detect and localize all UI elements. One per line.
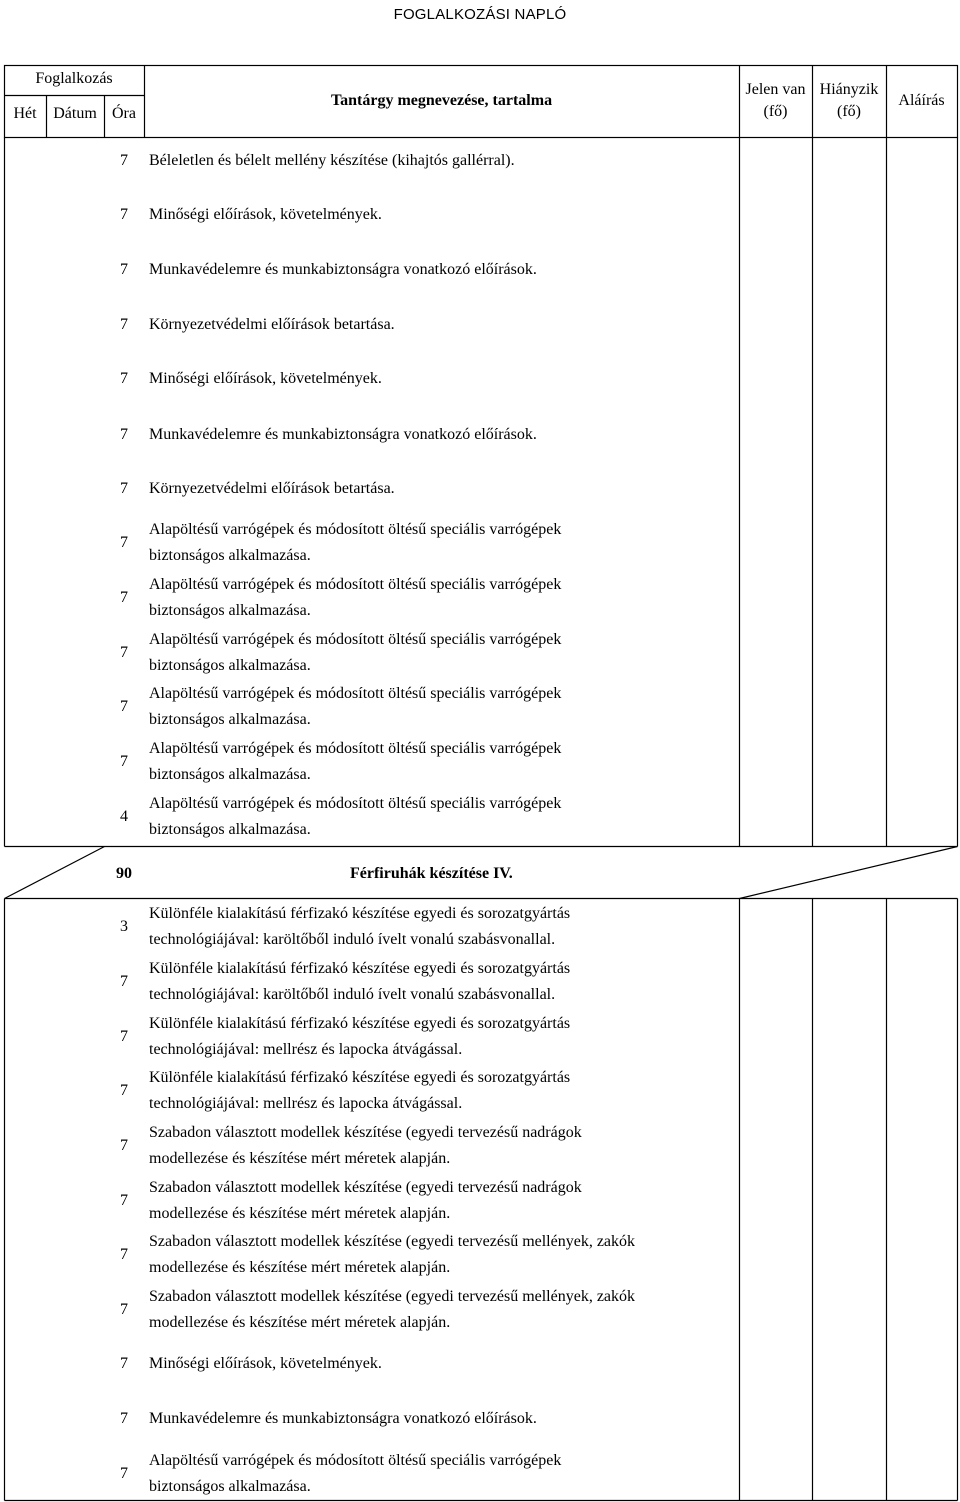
row-ora: 7 (120, 589, 128, 606)
header-het: Hét (13, 105, 37, 122)
header-hianyzik (812, 79, 886, 123)
row-ora: 7 (120, 1192, 128, 1209)
row-text-block (149, 1120, 739, 1172)
row-text-line1: Alapöltésű varrógépek és módosított öltésű speciális varrógépek (149, 576, 562, 593)
row-text-line2: technológiájával: karöltőből induló ívelt vonalú szabásvonallal. (149, 986, 556, 1003)
row-text-block (149, 627, 739, 679)
header-alairas: Aláírás (898, 92, 945, 109)
row-text: Munkavédelemre és munkabiztonságra vonatkozó előírások. (149, 1410, 537, 1427)
row-text-line1: Különféle kialakítású férfizakó készítése egyedi és sorozatgyártás (149, 1015, 571, 1032)
row-ora: 7 (120, 1028, 128, 1045)
row-text-block (149, 956, 739, 1008)
row-ora: 7 (120, 370, 128, 387)
row-text-block (149, 1229, 739, 1281)
row-text: Munkavédelemre és munkabiztonságra vonatkozó előírások. (149, 426, 537, 443)
row-text-line2: modellezése és készítése mért méretek alapján. (149, 1150, 451, 1167)
row-text-line2: biztonságos alkalmazása. (149, 657, 311, 674)
row-ora: 7 (120, 973, 128, 990)
row-ora: 4 (120, 808, 128, 825)
row-text-line2: technológiájával: mellrész és lapocka átvágással. (149, 1095, 463, 1112)
row-text-block (149, 736, 739, 788)
header-datum: Dátum (53, 105, 97, 122)
row-text-block (149, 572, 739, 624)
row-text: Környezetvédelmi előírások betartása. (149, 316, 395, 333)
header-hianyzik-line2: (fő) (837, 103, 861, 120)
row-text-line1: Különféle kialakítású férfizakó készítése egyedi és sorozatgyártás (149, 960, 571, 977)
row-ora: 7 (120, 316, 128, 333)
row-text-line1: Szabadon választott modellek készítése (egyedi tervezésű mellények, zakók (149, 1233, 636, 1250)
row-ora: 7 (120, 1137, 128, 1154)
row-text-line1: Alapöltésű varrógépek és módosított öltésű speciális varrógépek (149, 685, 562, 702)
row-text-line2: technológiájával: mellrész és lapocka átvágással. (149, 1041, 463, 1058)
row-text-block (149, 1284, 739, 1336)
row-text-line1: Különféle kialakítású férfizakó készítése egyedi és sorozatgyártás (149, 905, 571, 922)
row-text-line1: Alapöltésű varrógépek és módosított öltésű speciális varrógépek (149, 1452, 562, 1469)
header-jelen-van-line1: Jelen van (745, 81, 806, 98)
header-tantargy: Tantárgy megnevezése, tartalma (330, 92, 553, 109)
row-ora: 3 (120, 918, 128, 935)
row-text-line2: biztonságos alkalmazása. (149, 711, 311, 728)
row-ora: 7 (120, 1301, 128, 1318)
row-text-line2: modellezése és készítése mért méretek alapján. (149, 1205, 451, 1222)
row-text-block (149, 1011, 739, 1063)
row-ora: 7 (120, 426, 128, 443)
row-text: Minőségi előírások, követelmények. (149, 206, 382, 223)
row-text: Munkavédelemre és munkabiztonságra vonatkozó előírások. (149, 261, 537, 278)
section-title: Férfiruhák készítése IV. (350, 865, 513, 882)
section-hours: 90 (116, 865, 132, 882)
page-title: FOGLALKOZÁSI NAPLÓ (393, 6, 567, 23)
row-ora: 7 (120, 480, 128, 497)
row-ora: 7 (120, 644, 128, 661)
row-text-line2: technológiájával: karöltőből induló ívelt vonalú szabásvonallal. (149, 931, 556, 948)
row-text-line1: Szabadon választott modellek készítése (egyedi tervezésű nadrágok (149, 1179, 582, 1196)
row-ora: 7 (120, 152, 128, 169)
row-text-line2: biztonságos alkalmazása. (149, 766, 311, 783)
header-foglalkozas: Foglalkozás (35, 70, 113, 87)
row-text-line2: biztonságos alkalmazása. (149, 1478, 311, 1495)
row-text-line1: Alapöltésű varrógépek és módosított öltésű speciális varrógépek (149, 795, 562, 812)
row-text: Környezetvédelmi előírások betartása. (149, 480, 395, 497)
row-text: Minőségi előírások, követelmények. (149, 1355, 382, 1372)
row-text-line2: biztonságos alkalmazása. (149, 821, 311, 838)
row-ora: 7 (120, 534, 128, 551)
row-text-line1: Alapöltésű varrógépek és módosított öltésű speciális varrógépek (149, 740, 562, 757)
header-hianyzik-line1: Hiányzik (819, 81, 879, 98)
row-text-line1: Szabadon választott modellek készítése (egyedi tervezésű nadrágok (149, 1124, 582, 1141)
row-text: Béleletlen és bélelt mellény készítése (kihajtós gallérral). (149, 152, 515, 169)
row-ora: 7 (120, 698, 128, 715)
row-ora: 7 (120, 1355, 128, 1372)
header-jelen-van-line2: (fő) (763, 103, 788, 120)
row-ora: 7 (120, 1246, 128, 1263)
row-text-block (149, 517, 739, 569)
row-text-line2: modellezése és készítése mért méretek alapján. (149, 1259, 451, 1276)
row-text-line2: biztonságos alkalmazása. (149, 602, 311, 619)
row-ora: 7 (120, 1082, 128, 1099)
row-text-block (149, 791, 739, 843)
row-text-block (149, 681, 739, 733)
row-text-block (149, 1175, 739, 1227)
header-ora: Óra (112, 105, 136, 122)
row-ora: 7 (120, 261, 128, 278)
row-ora: 7 (120, 206, 128, 223)
row-text-line1: Különféle kialakítású férfizakó készítése egyedi és sorozatgyártás (149, 1069, 571, 1086)
row-text-line1: Alapöltésű varrógépek és módosított öltésű speciális varrógépek (149, 631, 562, 648)
row-text-line1: Alapöltésű varrógépek és módosított öltésű speciális varrógépek (149, 521, 562, 538)
row-text-line2: biztonságos alkalmazása. (149, 547, 311, 564)
row-text-block (149, 1065, 739, 1117)
row-ora: 7 (120, 1465, 128, 1482)
row-text: Minőségi előírások, követelmények. (149, 370, 382, 387)
row-text-line1: Szabadon választott modellek készítése (egyedi tervezésű mellények, zakók (149, 1288, 636, 1305)
row-ora: 7 (120, 753, 128, 770)
row-ora: 7 (120, 1410, 128, 1427)
header-jelen-van (739, 79, 812, 123)
row-text-block (149, 1448, 739, 1500)
row-text-line2: modellezése és készítése mért méretek alapján. (149, 1314, 451, 1331)
row-text-block (149, 901, 739, 953)
